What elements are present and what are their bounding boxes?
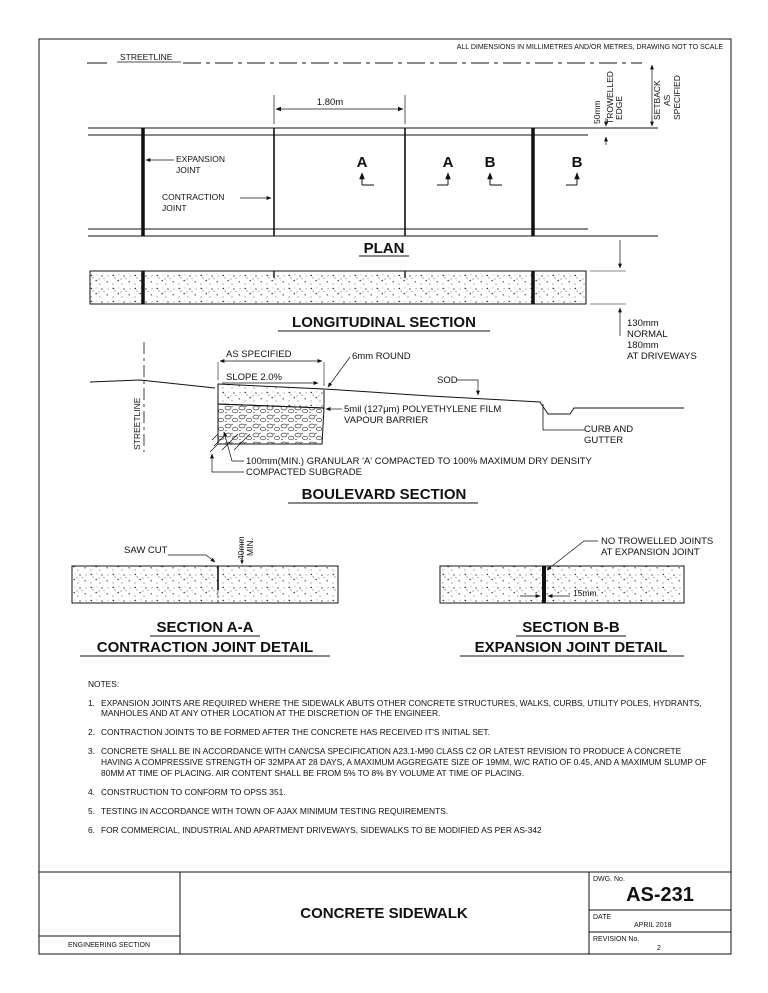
as-specified-label: AS SPECIFIED — [226, 349, 292, 360]
notes-header: NOTES: — [88, 679, 120, 689]
section-marker-b2 — [566, 154, 583, 185]
section-marker-b1 — [485, 154, 502, 185]
revision-value: 2 — [657, 945, 661, 952]
plan-title: PLAN — [363, 240, 405, 257]
svg-text:B: B — [484, 154, 496, 171]
trowelled-edge-dim: 50mm — [592, 100, 602, 124]
svg-text:B: B — [571, 154, 583, 171]
svg-text:A: A — [442, 154, 454, 171]
scale-note: ALL DIMENSIONS IN MILLIMETRES AND/OR METRES, DRAWING NOT TO SCALE — [456, 44, 723, 51]
section-bb-subtitle: EXPANSION JOINT DETAIL — [474, 639, 668, 656]
section-bb-detail — [440, 536, 713, 656]
longitudinal-section-title: LONGITUDINAL SECTION — [292, 314, 476, 331]
note-item: 3. CONCRETE SHALL BE IN ACCORDANCE WITH CAN/CSA SPECIFICATION A23.1-M90 CLASS C2 OR LATEST REVISION TO PRODUCE A CONCRETE HAVING A COMPRESSIVE STRENGTH OF 32MPA AT 28 DAYS, A MAXIMUM AGGREGATE SIZE OF 19MM, W/C RATIO OF 0.45, AND A MAXIMUM SLUMP OF 80MM AT TIME OF PLACING. AIR CONTENT SHALL BE FROM 5% TO 8% BY VOLUME AT TIME OF PLACING. — [88, 746, 707, 778]
boulevard-section — [90, 342, 684, 503]
note-item: 2. CONTRACTION JOINTS TO BE FORMED AFTER THE CONCRETE HAS RECEIVED IT'S INITIAL SET. — [88, 727, 490, 738]
vapour-barrier-label: 5mil (127μm) POLYETHYLENE FILM VAPOUR BARRIER — [344, 404, 502, 426]
boulevard-section-title: BOULEVARD SECTION — [301, 486, 467, 503]
round-edge-label: 6mm ROUND — [352, 351, 411, 362]
note-item: 5. TESTING IN ACCORDANCE WITH TOWN OF AJAX MINIMUM TESTING REQUIREMENTS. — [88, 805, 449, 816]
title-block — [39, 872, 731, 954]
section-aa-detail — [72, 536, 338, 656]
section-aa-subtitle: CONTRACTION JOINT DETAIL — [96, 639, 314, 656]
joint-spacing-dim: 1.80m — [316, 97, 344, 108]
plan-streetline-label: STREETLINE — [120, 52, 173, 62]
plan-view — [87, 52, 682, 257]
section-marker-a1 — [357, 154, 374, 185]
notes-block — [88, 679, 708, 844]
section-marker-a2 — [437, 154, 454, 185]
svg-text:A: A — [356, 154, 368, 171]
saw-cut-depth: 40mmMIN. — [236, 536, 255, 560]
department-label: ENGINEERING SECTION — [67, 942, 151, 949]
section-bb-title: SECTION B-B — [522, 619, 620, 636]
curb-gutter-label: CURB AND GUTTER — [584, 424, 634, 446]
boulevard-streetline-label: STREETLINE — [132, 397, 142, 450]
date-value: APRIL 2018 — [634, 922, 672, 929]
revision-label: REVISION No. — [593, 936, 640, 943]
expansion-gap-dim: 15mm — [573, 588, 597, 598]
slope-label: SLOPE 2.0% — [226, 372, 282, 383]
contraction-joint-label: CONTRACTION JOINT — [162, 192, 225, 213]
setback-label: SETBACKASSPECIFIED — [652, 75, 682, 120]
dwg-number: AS-231 — [626, 884, 694, 906]
sod-label: SOD — [437, 375, 458, 386]
expansion-joint-label: EXPANSION JOINT — [176, 154, 225, 175]
note-item: 4. CONSTRUCTION TO CONFORM TO OPSS 351. — [88, 786, 286, 797]
granular-label: 100mm(MIN.) GRANULAR 'A' COMPACTED TO 100% MAXIMUM DRY DENSITY COMPACTED SUBGRADE — [246, 456, 592, 478]
note-item: 6. FOR COMMERCIAL, INDUSTRIAL AND APARTMENT DRIVEWAYS, SIDEWALKS TO BE MODIFIED AS PER AS-342 — [88, 824, 542, 835]
section-aa-title: SECTION A-A — [156, 619, 254, 636]
no-trowelled-joint-note: NO TROWELLED JOINTS AT EXPANSION JOINT — [601, 536, 714, 558]
thickness-note: 130mm NORMAL 180mm AT DRIVEWAYS — [627, 318, 697, 362]
longitudinal-section — [90, 240, 697, 362]
dwg-no-label: DWG. No. — [593, 876, 625, 883]
drawing-title: CONCRETE SIDEWALK — [300, 905, 468, 922]
saw-cut-label: SAW CUT — [124, 545, 168, 556]
trowelled-edge-label: TROWELLEDEDGE — [605, 71, 624, 124]
note-item: 1. EXPANSION JOINTS ARE REQUIRED WHERE THE SIDEWALK ABUTS OTHER CONCRETE STRUCTURES, WALKS, CURBS, UTILITY POLES, HYDRANTS, MANHOLES AND AT ANY OTHER LOCATION AT THE DISCRETION OF THE ENGINEER. — [88, 697, 702, 719]
date-label: DATE — [593, 914, 612, 921]
